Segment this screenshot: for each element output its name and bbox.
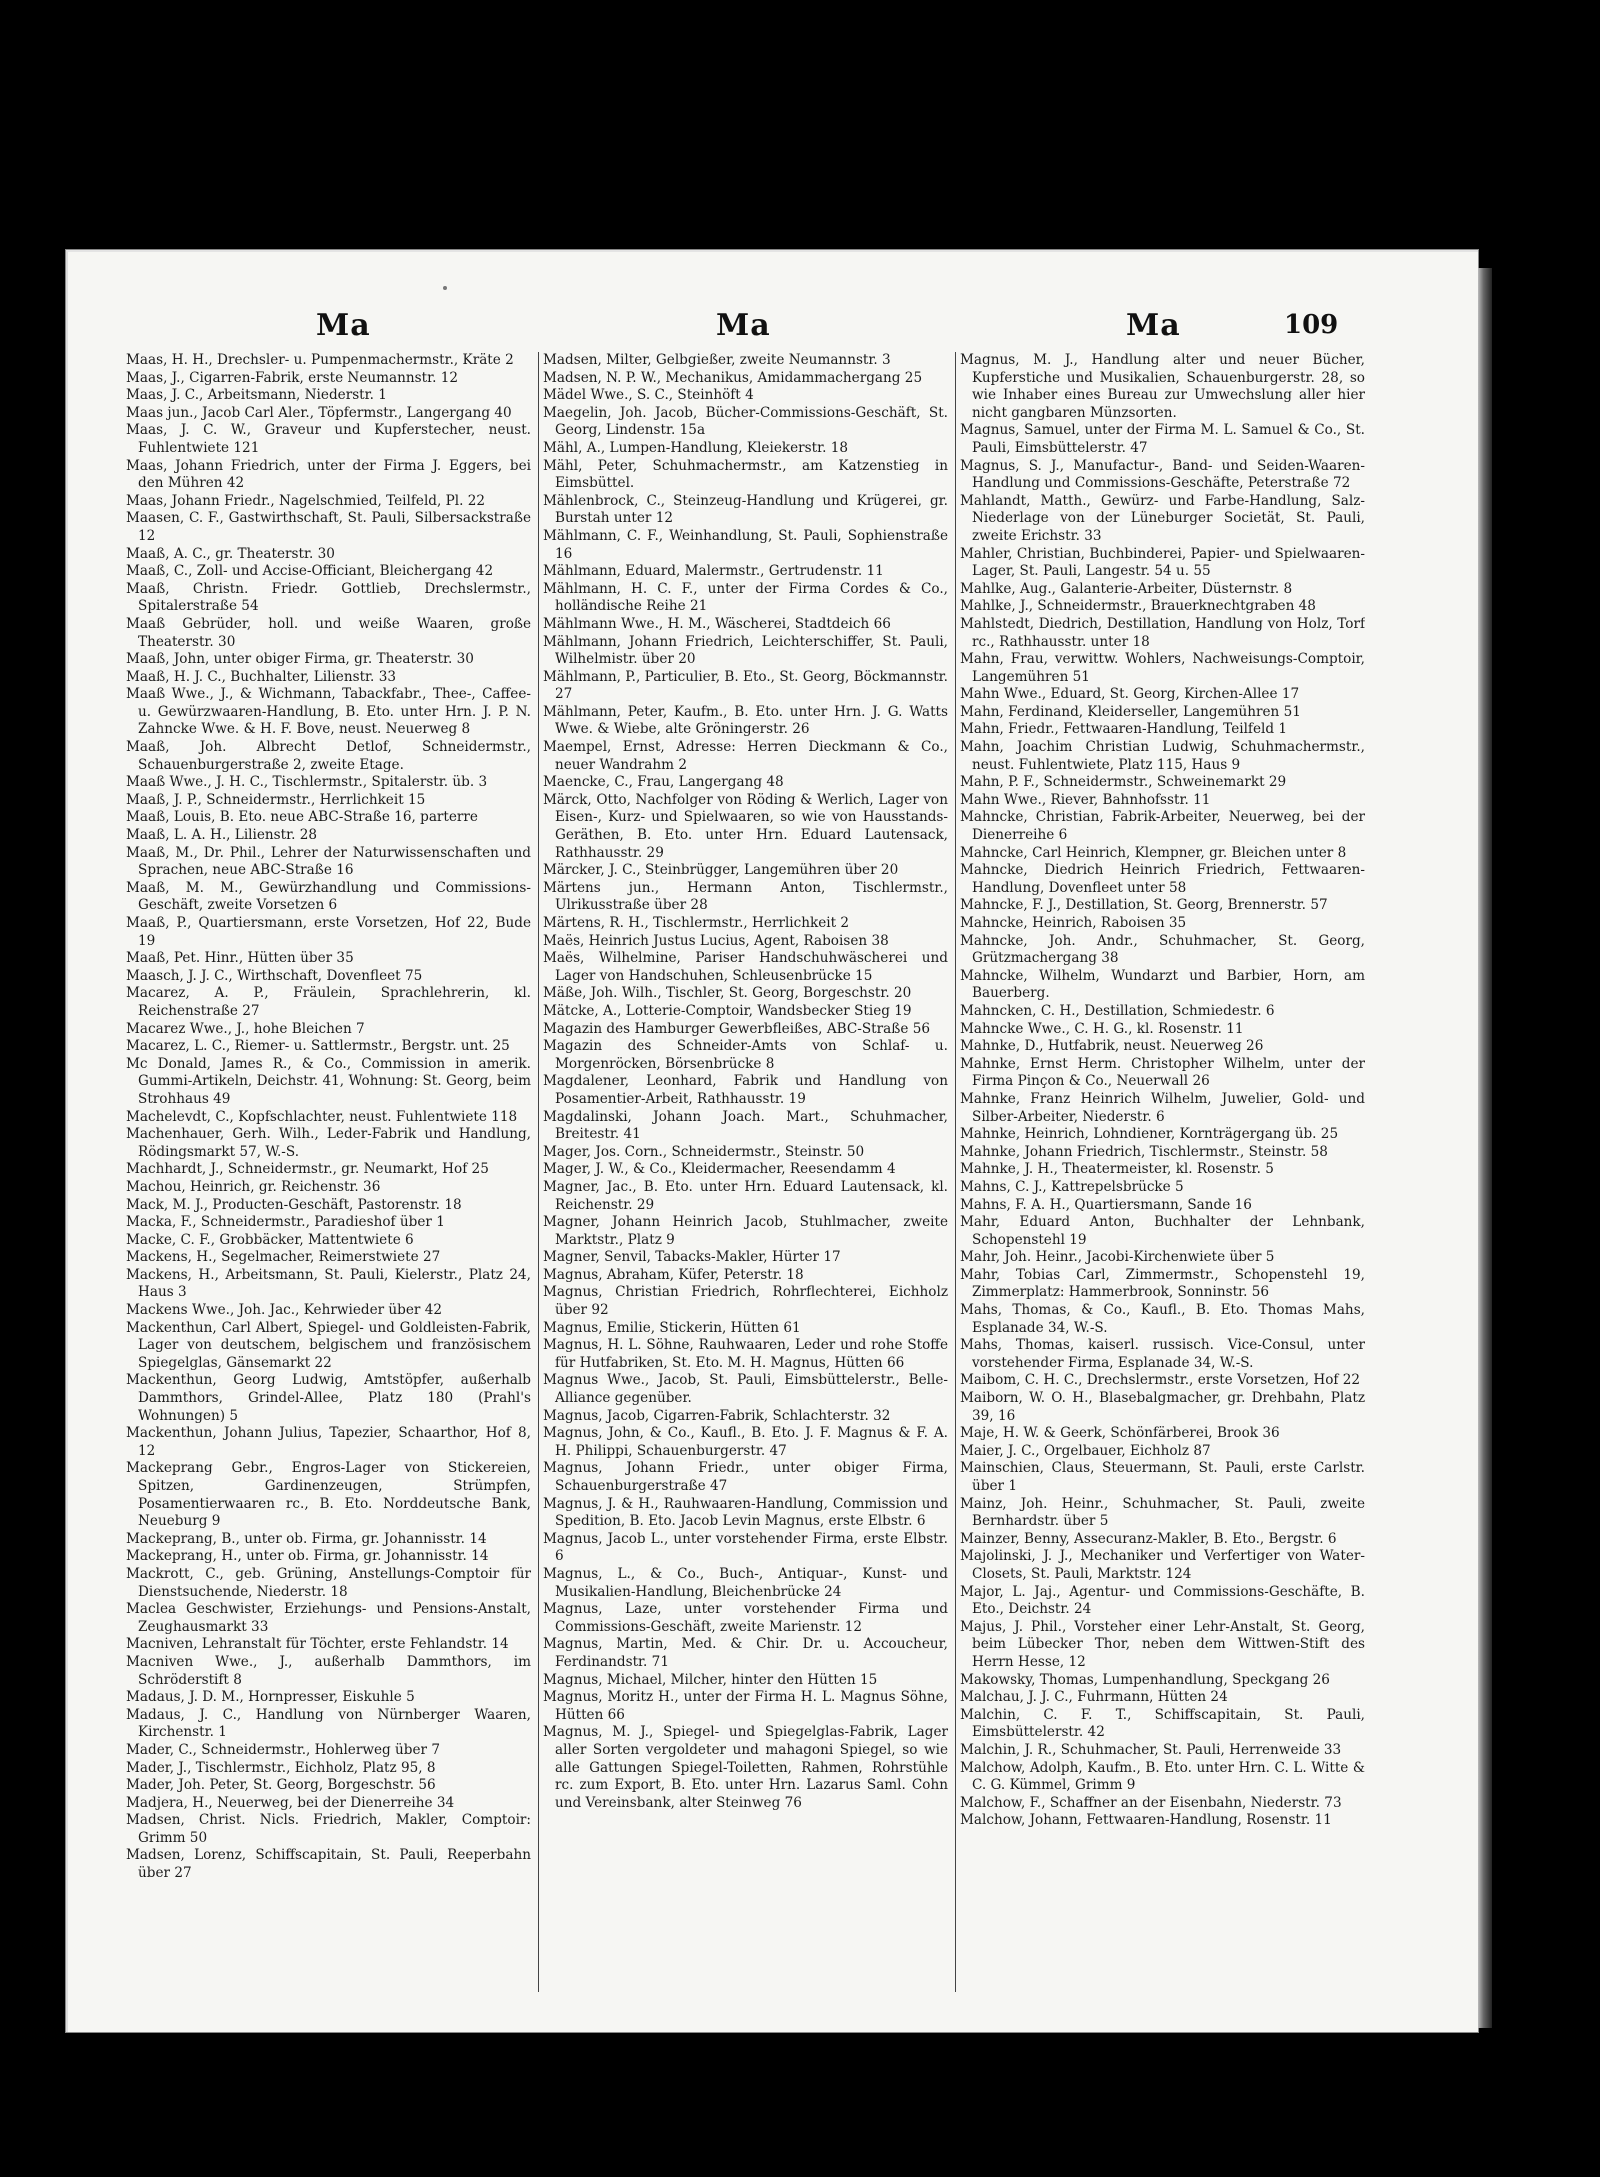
directory-entry: Mackens Wwe., Joh. Jac., Kehrwieder über 42 xyxy=(126,1302,443,1319)
directory-entry: Mainzer, Benny, Assecuranz-Makler, B. Eto., Bergstr. 6 xyxy=(960,1530,1337,1547)
directory-entry: Maaß, L. A. H., Lilienstr. 28 xyxy=(126,827,318,844)
directory-entry: Maaß, Louis, B. Eto. neue ABC-Straße 16, parterre xyxy=(126,809,478,826)
directory-entry: Maaß, M. M., Gewürzhandlung und Commissions-Geschäft, zweite Vorsetzen 6 xyxy=(126,879,531,914)
directory-entry: Macniven, Lehranstalt für Töchter, erste Fehlandstr. 14 xyxy=(126,1636,509,1653)
directory-entry: Maës, Wilhelmine, Pariser Handschuhwäscherei und Lager von Handschuhen, Schleusenbrücke 15 xyxy=(543,950,948,984)
running-header xyxy=(126,308,1366,352)
directory-entry: Mählmann Wwe., H. M., Wäscherei, Stadtdeich 66 xyxy=(543,615,891,632)
directory-entry: Macniven Wwe., J., außerhalb Dammthors, im Schröderstift 8 xyxy=(126,1653,531,1688)
directory-entry: Mainschien, Claus, Steuermann, St. Pauli, erste Carlstr. über 1 xyxy=(960,1460,1365,1494)
directory-entry: Magnus, Christian Friedrich, Rohrflechterei, Eichholz über 92 xyxy=(543,1284,948,1319)
directory-entry: Mahncke Wwe., C. H. G., kl. Rosenstr. 11 xyxy=(960,1020,1244,1037)
directory-entry: Mahn, Friedr., Fettwaaren-Handlung, Teilfeld 1 xyxy=(960,721,1288,738)
directory-entry: Mahncke, Wilhelm, Wundarzt und Barbier, Horn, am Bauerberg. xyxy=(960,967,1365,1002)
directory-entry: Maempel, Ernst, Adresse: Herren Dieckmann & Co., neuer Wandrahm 2 xyxy=(543,739,948,773)
directory-entry: Märtens, R. H., Tischlermstr., Herrlichkeit 2 xyxy=(543,915,850,931)
directory-entry: Maaß, J. P., Schneidermstr., Herrlichkeit 15 xyxy=(126,791,426,808)
header-left-catchword: Ma xyxy=(316,308,371,343)
directory-entry: Mahncke, Carl Heinrich, Klempner, gr. Bleichen unter 8 xyxy=(960,844,1347,861)
directory-entry: Mählmann, Eduard, Malermstr., Gertrudenstr. 11 xyxy=(543,563,884,580)
directory-entry: Märtens jun., Hermann Anton, Tischlermstr., Ulrikusstraße über 28 xyxy=(543,879,948,914)
directory-entry: Mahs, Thomas, kaiserl. russisch. Vice-Consul, unter vorstehender Firma, Esplanade 34, W.-S. xyxy=(960,1337,1365,1371)
directory-entry: Magnus, Abraham, Küfer, Peterstr. 18 xyxy=(543,1266,804,1283)
directory-entry: Mahns, F. A. H., Quartiersmann, Sande 16 xyxy=(960,1196,1252,1213)
directory-entry: Mc Donald, James R., & Co., Commission in amerik. Gummi-Artikeln, Deichstr. 41, Wohnung: St. Georg, beim Strohhaus 49 xyxy=(126,1055,531,1107)
directory-entry: Majus, J. Phil., Vorsteher einer Lehr-Anstalt, St. Georg, beim Lübecker Thor, neben dem Wittwen-Stift des Herrn Hesse, 12 xyxy=(960,1618,1365,1670)
directory-entry: Mader, C., Schneidermstr., Hohlerweg über 7 xyxy=(126,1741,441,1758)
directory-entry: Mackenthun, Georg Ludwig, Amtstöpfer, außerhalb Dammthors, Grindel-Allee, Platz 180 (Prahl's Wohnungen) 5 xyxy=(126,1372,531,1424)
directory-entry: Maaß, A. C., gr. Theaterstr. 30 xyxy=(126,545,335,562)
directory-entry: Mackeprang Gebr., Engros-Lager von Stickereien, Spitzen, Gardinenzeugen, Strümpfen, Posamentierwaaren rc., B. Eto. Norddeutsche Bank, Neueburg 9 xyxy=(126,1460,531,1530)
directory-entry: Maas, H. H., Drechsler- u. Pumpenmachermstr., Kräte 2 xyxy=(126,352,514,368)
directory-entry: Maas, J., Cigarren-Fabrik, erste Neumannstr. 12 xyxy=(126,369,459,386)
directory-entry: Mahns, C. J., Kattrepelsbrücke 5 xyxy=(960,1178,1184,1195)
directory-entry: Mack, M. J., Producten-Geschäft, Pastorenstr. 18 xyxy=(126,1196,462,1213)
directory-entry: Maas jun., Jacob Carl Aler., Töpfermstr., Langergang 40 xyxy=(126,404,512,421)
directory-entry: Mahncke, Diedrich Heinrich Friedrich, Fettwaaren-Handlung, Dovenfleet unter 58 xyxy=(960,862,1365,896)
directory-entry: Magazin des Hamburger Gewerbfleißes, ABC-Straße 56 xyxy=(543,1020,930,1037)
directory-entry: Maaß, John, unter obiger Firma, gr. Theaterstr. 30 xyxy=(126,651,474,668)
directory-entry: Maaß Gebrüder, holl. und weiße Waaren, große Theaterstr. 30 xyxy=(126,615,531,650)
directory-entry: Mahr, Joh. Heinr., Jacobi-Kirchenwiete über 5 xyxy=(960,1249,1275,1266)
directory-entry: Mahn, Joachim Christian Ludwig, Schuhmachermstr., neust. Fuhlentwiete, Platz 115, Haus 9 xyxy=(960,739,1365,773)
directory-entry: Magnus, M. J., Spiegel- und Spiegelglas-Fabrik, Lager aller Sorten vergoldeter und mahagoni Spiegel, so wie alle Gattungen Spiegel-Toiletten, Rahmen, Rohrstühle rc. zum Export, B. Eto. unter Hrn. Lazarus Saml. Cohn und Vereinsbank, alter Steinweg 76 xyxy=(543,1724,948,1811)
directory-entry: Mäße, Joh. Wilh., Tischler, St. Georg, Borgeschstr. 20 xyxy=(543,985,912,1002)
directory-entry: Mahlke, J., Schneidermstr., Brauerknechtgraben 48 xyxy=(960,598,1316,615)
directory-entry: Macarez, L. C., Riemer- u. Sattlermstr., Bergstr. unt. 25 xyxy=(126,1038,510,1055)
directory-entry: Machhardt, J., Schneidermstr., gr. Neumarkt, Hof 25 xyxy=(126,1161,489,1178)
directory-entry: Macarez Wwe., J., hohe Bleichen 7 xyxy=(126,1020,365,1037)
directory-entry: Mackens, H., Arbeitsmann, St. Pauli, Kielerstr., Platz 24, Haus 3 xyxy=(126,1266,531,1301)
directory-entry: Maaß, Pet. Hinr., Hütten über 35 xyxy=(126,950,354,967)
directory-entry: Mahnke, Johann Friedrich, Tischlermstr., Steinstr. 58 xyxy=(960,1143,1328,1160)
directory-entry: Mager, Jos. Corn., Schneidermstr., Steinstr. 50 xyxy=(543,1143,865,1160)
directory-entry: Mählmann, C. F., Weinhandlung, St. Pauli, Sophienstraße 16 xyxy=(543,527,948,562)
directory-entry: Mackenthun, Johann Julius, Tapezier, Schaarthor, Hof 8, 12 xyxy=(126,1425,531,1459)
directory-entry: Märck, Otto, Nachfolger von Röding & Werlich, Lager von Eisen-, Kurz- und Spielwaaren, so wie von Hausstands-Geräthen, B. Eto. unter Hrn. Eduard Lautensack, Rathhausstr. 29 xyxy=(543,791,948,861)
directory-entry: Mahnke, Ernst Herm. Christopher Wilhelm, unter der Firma Pinçon & Co., Neuerwall 26 xyxy=(960,1055,1365,1090)
header-right-catchword: Ma xyxy=(1126,308,1181,343)
directory-entry: Mahr, Tobias Carl, Zimmermstr., Schopenstehl 19, Zimmerplatz: Hammerbrook, Sonninstr. 56 xyxy=(960,1266,1365,1301)
directory-entry: Maier, J. C., Orgelbauer, Eichholz 87 xyxy=(960,1442,1211,1459)
directory-entry: Magnus, H. L. Söhne, Rauhwaaren, Leder und rohe Stoffe für Hutfabriken, St. Eto. M. H. Magnus, Hütten 66 xyxy=(543,1337,948,1371)
directory-entry: Magnus, J. & H., Rauhwaaren-Handlung, Commission und Spedition, B. Eto. Jacob Levin Magnus, erste Elbstr. 6 xyxy=(543,1495,948,1530)
directory-entry: Makowsky, Thomas, Lumpenhandlung, Speckgang 26 xyxy=(960,1671,1330,1688)
directory-entry: Malchow, F., Schaffner an der Eisenbahn, Niederstr. 73 xyxy=(960,1794,1342,1811)
directory-entry: Maibom, C. H. C., Drechslermstr., erste Vorsetzen, Hof 22 xyxy=(960,1372,1361,1389)
directory-entry: Malchin, J. R., Schuhmacher, St. Pauli, Herrenweide 33 xyxy=(960,1741,1342,1758)
directory-entry: Magnus, Michael, Milcher, hinter den Hütten 15 xyxy=(543,1671,878,1688)
directory-entry: Mahler, Christian, Buchbinderei, Papier- und Spielwaaren-Lager, St. Pauli, Langestr. 54 u. 55 xyxy=(960,545,1365,580)
directory-entry: Madaus, J. D. M., Hornpresser, Eiskuhle 5 xyxy=(126,1689,415,1706)
directory-entry: Mählmann, P., Particulier, B. Eto., St. Georg, Böckmannstr. 27 xyxy=(543,668,948,703)
directory-entry: Maaß, M., Dr. Phil., Lehrer der Naturwissenschaften und Sprachen, neue ABC-Straße 16 xyxy=(126,844,531,879)
directory-entry: Mahncken, C. H., Destillation, Schmiedestr. 6 xyxy=(960,1002,1275,1019)
column-2 xyxy=(543,352,948,2012)
directory-entry: Mahlandt, Matth., Gewürz- und Farbe-Handlung, Salz-Niederlage von der Lüneburger Societät, St. Pauli, zweite Erichstr. 33 xyxy=(960,492,1365,544)
directory-entry: Magdalener, Leonhard, Fabrik und Handlung von Posamentier-Arbeit, Rathhausstr. 19 xyxy=(543,1073,948,1107)
directory-entry: Mahncke, F. J., Destillation, St. Georg, Brennerstr. 57 xyxy=(960,897,1328,914)
directory-entry: Mahncke, Heinrich, Raboisen 35 xyxy=(960,915,1187,931)
directory-entry: Malchau, J. J. C., Fuhrmann, Hütten 24 xyxy=(960,1689,1228,1706)
directory-entry: Mader, J., Tischlermstr., Eichholz, Platz 95, 8 xyxy=(126,1759,436,1776)
directory-entry: Maaß, P., Quartiersmann, erste Vorsetzen, Hof 22, Bude 19 xyxy=(126,915,531,949)
directory-entry: Magnus, Moritz H., unter der Firma H. L. Magnus Söhne, Hütten 66 xyxy=(543,1689,948,1723)
column-1 xyxy=(126,352,531,2012)
directory-entry: Maasen, C. F., Gastwirthschaft, St. Pauli, Silbersackstraße 12 xyxy=(126,510,531,544)
directory-entry: Mahlstedt, Diedrich, Destillation, Handlung von Holz, Torf rc., Rathhausstr. unter 18 xyxy=(960,615,1365,650)
directory-entry: Mähl, Peter, Schuhmachermstr., am Katzenstieg in Eimsbüttel. xyxy=(543,457,948,492)
directory-entry: Magner, Senvil, Tabacks-Makler, Hürter 17 xyxy=(543,1249,841,1266)
directory-entry: Magnus, S. J., Manufactur-, Band- und Seiden-Waaren-Handlung und Commissions-Geschäfte, Peterstraße 72 xyxy=(960,457,1365,492)
directory-entry: Magnus, Jacob L., unter vorstehender Firma, erste Elbstr. 6 xyxy=(543,1530,948,1565)
directory-entry: Mählmann, Johann Friedrich, Leichterschiffer, St. Pauli, Wilhelmistr. über 20 xyxy=(543,633,948,668)
directory-entry: Magnus, John, & Co., Kaufl., B. Eto. J. F. Magnus & F. A. H. Philippi, Schauenburgerstr. 47 xyxy=(543,1425,948,1459)
directory-entry: Magnus, Johann Friedr., unter obiger Firma, Schauenburgerstraße 47 xyxy=(543,1460,948,1494)
directory-entry: Maiborn, W. O. H., Blasebalgmacher, gr. Drehbahn, Platz 39, 16 xyxy=(960,1390,1365,1424)
directory-entry: Mahr, Eduard Anton, Buchhalter der Lehnbank, Schopenstehl 19 xyxy=(960,1214,1365,1248)
directory-entry: Maclea Geschwister, Erziehungs- und Pensions-Anstalt, Zeughausmarkt 33 xyxy=(126,1601,531,1635)
header-center-catchword: Ma xyxy=(716,308,771,343)
directory-entry: Maasch, J. J. C., Wirthschaft, Dovenfleet 75 xyxy=(126,967,423,984)
directory-entry: Mackenthun, Carl Albert, Spiegel- und Goldleisten-Fabrik, Lager von deutschem, belgischem und französischem Spiegelglas, Gänsemarkt 22 xyxy=(126,1319,531,1371)
directory-entry: Maegelin, Joh. Jacob, Bücher-Commissions-Geschäft, St. Georg, Lindenstr. 15a xyxy=(543,404,948,439)
directory-entry: Madsen, N. P. W., Mechanikus, Amidammachergang 25 xyxy=(543,369,923,386)
column-3 xyxy=(960,352,1365,2012)
directory-entry: Majolinski, J. J., Mechaniker und Verfertiger von Water-Closets, St. Pauli, Marktstr. 124 xyxy=(960,1548,1365,1582)
directory-entry: Machelevdt, C., Kopfschlachter, neust. Fuhlentwiete 118 xyxy=(126,1108,518,1125)
directory-entry: Machenhauer, Gerh. Wilh., Leder-Fabrik und Handlung, Rödingsmarkt 57, W.-S. xyxy=(126,1126,531,1160)
directory-entry: Maaß Wwe., J. H. C., Tischlermstr., Spitalerstr. üb. 3 xyxy=(126,774,488,791)
directory-entry: Mahn Wwe., Riever, Bahnhofsstr. 11 xyxy=(960,791,1211,808)
directory-entry: Mahnke, Heinrich, Lohndiener, Kornträgergang üb. 25 xyxy=(960,1126,1339,1143)
directory-entry: Mackeprang, H., unter ob. Firma, gr. Johannisstr. 14 xyxy=(126,1548,489,1565)
page-number: 109 xyxy=(1284,310,1339,340)
directory-entry: Mählmann, H. C. F., unter der Firma Cordes & Co., holländische Reihe 21 xyxy=(543,580,948,615)
directory-entry: Magner, Jac., B. Eto. unter Hrn. Eduard Lautensack, kl. Reichenstr. 29 xyxy=(543,1178,948,1213)
directory-entry: Magner, Johann Heinrich Jacob, Stuhlmacher, zweite Marktstr., Platz 9 xyxy=(543,1214,948,1248)
directory-entry: Mackeprang, B., unter ob. Firma, gr. Johannisstr. 14 xyxy=(126,1530,487,1547)
directory-entry: Magdalinski, Johann Joach. Mart., Schuhmacher, Breitestr. 41 xyxy=(543,1108,948,1143)
directory-entry: Maaß, Christn. Friedr. Gottlieb, Drechslermstr., Spitalerstraße 54 xyxy=(126,580,531,615)
directory-entry: Macka, F., Schneidermstr., Paradieshof über 1 xyxy=(126,1214,445,1231)
directory-entry: Mahnke, D., Hutfabrik, neust. Neuerweg 26 xyxy=(960,1038,1264,1055)
directory-entry: Mahncke, Christian, Fabrik-Arbeiter, Neuerweg, bei der Dienerreihe 6 xyxy=(960,809,1365,844)
directory-entry: Maaß, H. J. C., Buchhalter, Lilienstr. 33 xyxy=(126,668,396,685)
directory-entry: Mahnke, Franz Heinrich Wilhelm, Juwelier, Gold- und Silber-Arbeiter, Niederstr. 6 xyxy=(960,1090,1365,1125)
directory-entry: Mainz, Joh. Heinr., Schuhmacher, St. Pauli, zweite Bernhardstr. über 5 xyxy=(960,1495,1365,1530)
directory-entry: Maaß Wwe., J., & Wichmann, Tabackfabr., Thee-, Caffee- u. Gewürzwaaren-Handlung, B. Eto. unter Hrn. J. P. N. Zahncke Wwe. & H. F. Bove, neust. Neuerweg 8 xyxy=(126,686,531,738)
directory-entry: Mahlke, Aug., Galanterie-Arbeiter, Düsternstr. 8 xyxy=(960,580,1293,597)
ink-speck xyxy=(443,286,447,290)
directory-entry: Magnus, Samuel, unter der Firma M. L. Samuel & Co., St. Pauli, Eimsbüttelerstr. 47 xyxy=(960,422,1365,456)
directory-entry: Mählmann, Peter, Kaufm., B. Eto. unter Hrn. J. G. Watts Wwe. & Wiebe, alte Gröningerstr. 26 xyxy=(543,703,948,738)
directory-columns xyxy=(126,352,1366,2012)
directory-entry: Maës, Heinrich Justus Lucius, Agent, Raboisen 38 xyxy=(543,932,889,949)
directory-entry: Mackrott, C., geb. Grüning, Anstellungs-Comptoir für Dienstsuchende, Niederstr. 18 xyxy=(126,1565,531,1600)
directory-entry: Maencke, C., Frau, Langergang 48 xyxy=(543,774,784,791)
directory-entry: Malchin, C. F. T., Schiffscapitain, St. Pauli, Eimsbüttelerstr. 42 xyxy=(960,1706,1365,1741)
directory-entry: Maas, Johann Friedr., Nagelschmied, Teilfeld, Pl. 22 xyxy=(126,492,486,509)
directory-entry: Macarez, A. P., Fräulein, Sprachlehrerin, kl. Reichenstraße 27 xyxy=(126,985,531,1019)
directory-entry: Madsen, Lorenz, Schiffscapitain, St. Pauli, Reeperbahn über 27 xyxy=(126,1847,531,1882)
page-edge-shadow xyxy=(1478,268,1492,2028)
directory-entry: Mackens, H., Segelmacher, Reimerstwiete 27 xyxy=(126,1249,441,1266)
directory-entry: Maaß, C., Zoll- und Accise-Officiant, Bleichergang 42 xyxy=(126,563,494,580)
directory-entry: Mahn Wwe., Eduard, St. Georg, Kirchen-Allee 17 xyxy=(960,686,1300,703)
directory-entry: Macke, C. F., Grobbäcker, Mattentwiete 6 xyxy=(126,1231,414,1248)
directory-entry: Mätcke, A., Lotterie-Comptoir, Wandsbecker Stieg 19 xyxy=(543,1002,912,1019)
directory-entry: Madsen, Christ. Nicls. Friedrich, Makler, Comptoir: Grimm 50 xyxy=(126,1812,531,1846)
directory-entry: Mahnke, J. H., Theatermeister, kl. Rosenstr. 5 xyxy=(960,1161,1274,1178)
directory-entry: Maas, J. C. W., Graveur und Kupferstecher, neust. Fuhlentwiete 121 xyxy=(126,422,531,456)
directory-entry: Magazin des Schneider-Amts von Schlaf- u. Morgenröcken, Börsenbrücke 8 xyxy=(543,1038,948,1072)
directory-entry: Magnus, Laze, unter vorstehender Firma und Commissions-Geschäft, zweite Marienstr. 12 xyxy=(543,1601,948,1635)
directory-entry: Magnus, M. J., Handlung alter und neuer Bücher, Kupferstiche und Musikalien, Schauenburgerstr. 28, so wie Inhaber eines Bureau zur Umwechslung aller hier nicht gangbaren Münzsorten. xyxy=(960,352,1365,421)
directory-entry: Mädel Wwe., S. C., Steinhöft 4 xyxy=(543,387,754,404)
directory-entry: Magnus, Emilie, Stickerin, Hütten 61 xyxy=(543,1319,801,1336)
directory-entry: Magnus, L., & Co., Buch-, Antiquar-, Kunst- und Musikalien-Handlung, Bleichenbrücke 24 xyxy=(543,1565,948,1600)
directory-entry: Madsen, Milter, Gelbgießer, zweite Neumannstr. 3 xyxy=(543,352,891,368)
directory-entry: Maas, Johann Friedrich, unter der Firma J. Eggers, bei den Mühren 42 xyxy=(126,457,531,492)
directory-entry: Madaus, J. C., Handlung von Nürnberger Waaren, Kirchenstr. 1 xyxy=(126,1706,531,1741)
directory-entry: Mader, Joh. Peter, St. Georg, Borgeschstr. 56 xyxy=(126,1777,436,1794)
directory-entry: Mahn, Ferdinand, Kleiderseller, Langemühren 51 xyxy=(960,703,1301,720)
directory-entry: Maje, H. W. & Geerk, Schönfärberei, Brook 36 xyxy=(960,1425,1280,1442)
directory-entry: Mager, J. W., & Co., Kleidermacher, Reesendamm 4 xyxy=(543,1161,896,1178)
directory-entry: Maas, J. C., Arbeitsmann, Niederstr. 1 xyxy=(126,387,387,404)
directory-entry: Mahs, Thomas, & Co., Kaufl., B. Eto. Thomas Mahs, Esplanade 34, W.-S. xyxy=(960,1302,1365,1336)
directory-entry: Magnus Wwe., Jacob, St. Pauli, Eimsbüttelerstr., Belle-Alliance gegenüber. xyxy=(543,1372,948,1407)
directory-entry: Magnus, Jacob, Cigarren-Fabrik, Schlachterstr. 32 xyxy=(543,1407,891,1424)
directory-entry: Maaß, Joh. Albrecht Detlof, Schneidermstr., Schauenburgerstraße 2, zweite Etage. xyxy=(126,739,531,773)
directory-entry: Major, L. Jaj., Agentur- und Commissions-Geschäfte, B. Eto., Deichstr. 24 xyxy=(960,1583,1365,1618)
directory-entry: Mählenbrock, C., Steinzeug-Handlung und Krügerei, gr. Burstah unter 12 xyxy=(543,492,948,527)
directory-entry: Malchow, Adolph, Kaufm., B. Eto. unter Hrn. C. L. Witte & C. G. Kümmel, Grimm 9 xyxy=(960,1759,1365,1794)
directory-entry: Magnus, Martin, Med. & Chir. Dr. u. Accoucheur, Ferdinandstr. 71 xyxy=(543,1636,948,1670)
directory-entry: Machou, Heinrich, gr. Reichenstr. 36 xyxy=(126,1178,381,1195)
directory-entry: Mähl, A., Lumpen-Handlung, Kleiekerstr. 18 xyxy=(543,439,849,456)
directory-entry: Mahncke, Joh. Andr., Schuhmacher, St. Georg, Grützmachergang 38 xyxy=(960,932,1365,967)
directory-entry: Mahn, P. F., Schneidermstr., Schweinemarkt 29 xyxy=(960,774,1287,791)
directory-entry: Madjera, H., Neuerweg, bei der Dienerreihe 34 xyxy=(126,1794,455,1811)
directory-entry: Malchow, Johann, Fettwaaren-Handlung, Rosenstr. 11 xyxy=(960,1812,1332,1829)
directory-entry: Märcker, J. C., Steinbrügger, Langemühren über 20 xyxy=(543,862,899,879)
directory-entry: Mahn, Frau, verwittw. Wohlers, Nachweisungs-Comptoir, Langemühren 51 xyxy=(960,651,1365,685)
